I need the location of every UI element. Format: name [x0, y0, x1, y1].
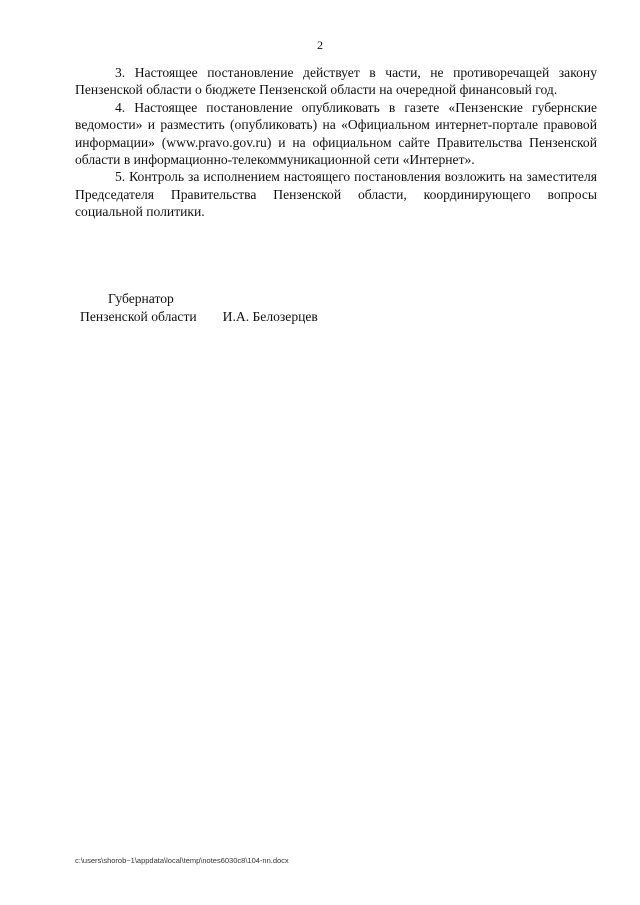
signature-title-line1: Губернатор [108, 291, 174, 306]
page-number: 2 [317, 38, 323, 52]
signature-title-line2: Пензенской области [80, 309, 197, 324]
signatory-name: И.А. Белозерцев [222, 309, 318, 324]
signature-block [80, 290, 318, 326]
paragraph-3: 3. Настоящее постановление действует в части, не противоречащей закону Пензенской области о бюджете Пензенской области на очередной финансовый год. [75, 65, 597, 98]
footer-file-path: c:\users\shorob~1\appdata\local\temp\notes6030c8\104-nn.docx [75, 856, 289, 865]
document-body [75, 64, 597, 221]
paragraph-4: 4. Настоящее постановление опубликовать в газете «Пензенские губернские ведомости» и разместить (опубликовать) на «Официальном интернет-портале правовой информации» (www.pravo.gov.ru) и на официальном сайте Правительства Пензенской области в информационно-телекоммуникационной сети «Интернет». [75, 99, 597, 168]
paragraph-5: 5. Контроль за исполнением настоящего постановления возложить на заместителя Председателя Правительства Пензенской области, координирующего вопросы социальной политики. [75, 169, 597, 220]
